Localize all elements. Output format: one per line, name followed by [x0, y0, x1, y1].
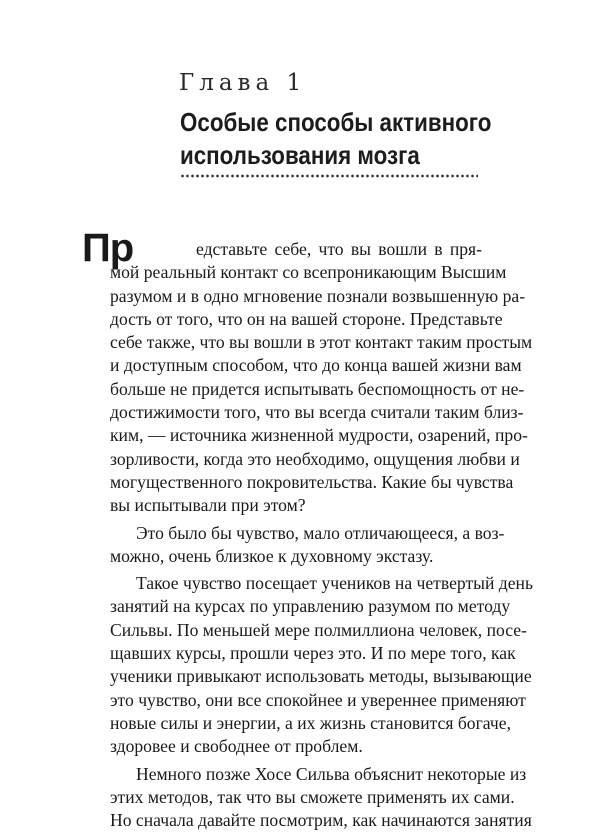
text-line: дость от того, что он на вашей стороне. Представьте: [110, 308, 503, 329]
text-line: Такое чувство посещает учеников на четвертый день: [136, 573, 533, 594]
chapter-title-line-2: использования мозга: [180, 140, 420, 170]
text-line: Это было бы чувство, мало отличающееся, а воз-: [136, 522, 505, 543]
text-line: ким, — источника жизненной мудрости, озарений, про-: [110, 425, 528, 446]
text-line: занятий на курсах по управлению разумом по методу: [110, 596, 511, 617]
chapter-title-line-1: Особые способы активного: [180, 107, 492, 137]
chapter-title: [180, 106, 490, 172]
text-line: достижимости того, что вы всегда считали таким близ-: [110, 402, 524, 423]
text-line: больше не придется испытывать беспомощность от не-: [110, 378, 525, 399]
chapter-label: Глава 1: [179, 70, 307, 96]
text-line: разумом и в одно мгновение познали возвышенную ра-: [110, 285, 526, 306]
body-text: [110, 238, 533, 832]
text-line: щавших курсы, прошли через это. И по мере того, как: [110, 643, 516, 664]
text-line: здоровее и свободнее от проблем.: [110, 736, 363, 757]
dotted-divider: [180, 174, 478, 178]
text-line: Сильвы. По меньшей мере полмиллиона человек, посе-: [110, 619, 527, 640]
text-line: зорливости, когда это необходимо, ощущения любви и: [110, 448, 520, 469]
text-line: новые силы и энергии, а их жизнь становится богаче,: [110, 712, 511, 733]
text-line: этих методов, так что вы сможете применять их сами.: [110, 786, 515, 807]
text-line: ученики привыкают использовать методы, вызывающие: [110, 666, 532, 687]
text-line: едставьте себе, что вы вошли в пря-: [196, 239, 482, 259]
text-line: Немного позже Хосе Сильва объяснит некоторые из: [136, 763, 527, 784]
text-line: Но сначала давайте посмотрим, как начинаются занятия: [110, 810, 532, 831]
text-line: могущественного покровительства. Какие бы чувства: [110, 471, 514, 492]
text-line: и доступным способом, что до конца вашей жизни вам: [110, 355, 522, 376]
text-line: мой реальный контакт со всепроникающим Высшим: [110, 262, 507, 283]
drop-cap: Пр: [82, 226, 134, 270]
text-line: это чувство, они все спокойнее и увереннее применяют: [110, 689, 526, 710]
text-line: себе также, что вы вошли в этот контакт таким простым: [110, 332, 533, 353]
text-line: вы испытывали при этом?: [110, 495, 306, 516]
text-line: можно, очень близкое к духовному экстазу.: [110, 545, 434, 566]
